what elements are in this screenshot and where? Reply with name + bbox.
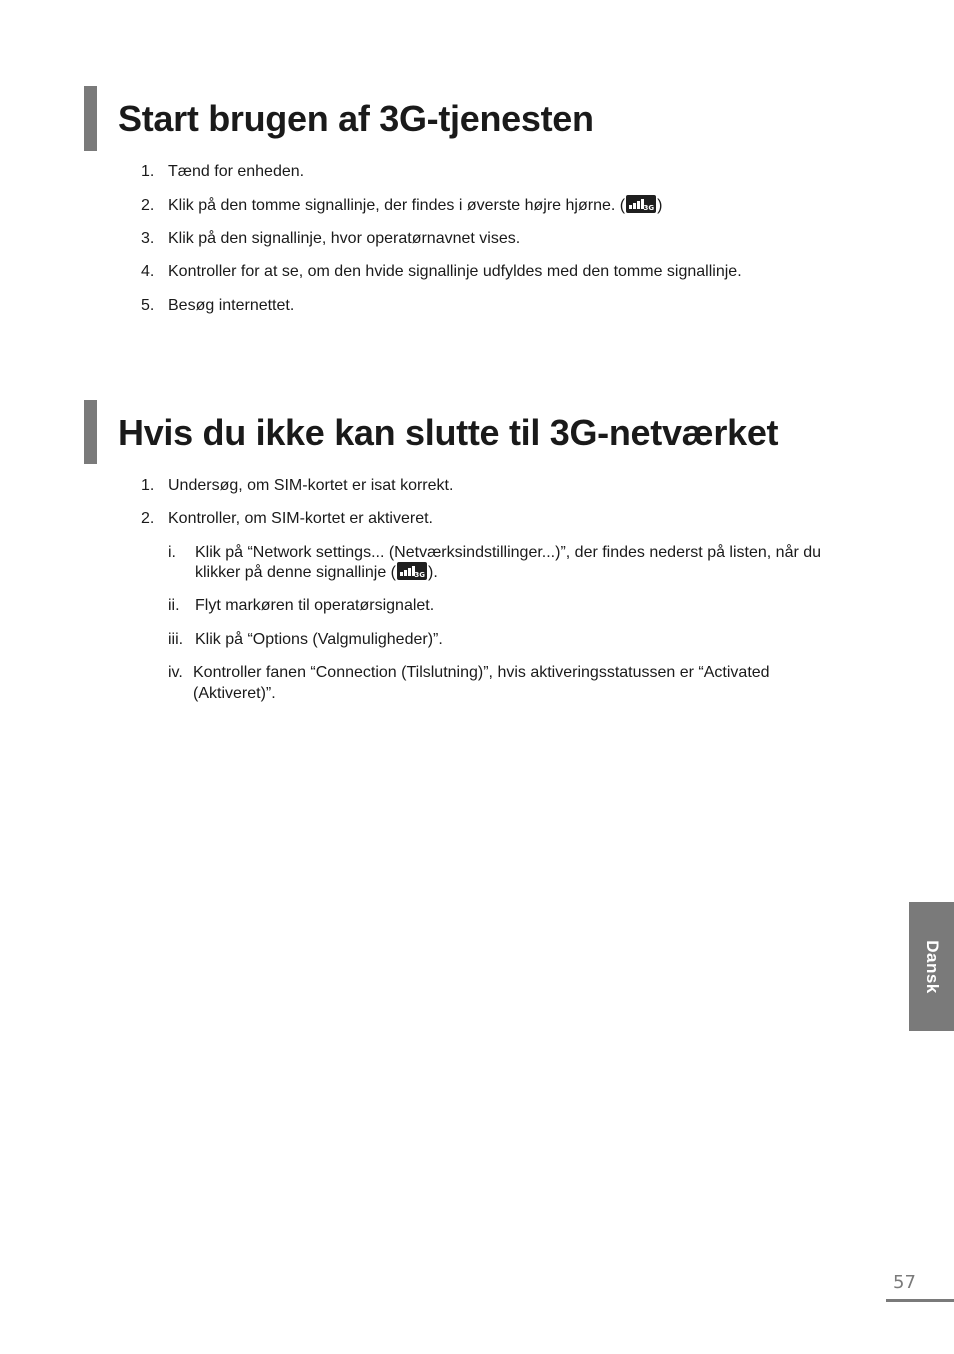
sub-list-item: iv. Kontroller fanen “Connection (Tilslutning)”, hvis aktiveringsstatussen er “Activated (Aktiveret)”. <box>168 664 770 702</box>
page-number: 57 <box>893 1272 916 1293</box>
section-heading-start: Start brugen af 3G-tjenesten <box>118 98 594 139</box>
sub-list-item: i. Klik på “Network settings... (Netværksindstillinger...)”, der findes nederst på listen, når du klikker på denne signallinje ( 3G ). <box>168 544 822 581</box>
3g-signal-icon: 3G <box>397 562 427 580</box>
3g-signal-icon: 3G <box>626 195 656 213</box>
language-tab-label: Dansk <box>922 939 942 994</box>
language-tab <box>909 902 954 1031</box>
page-number-underline <box>886 1299 954 1302</box>
section-heading-troubleshoot: Hvis du ikke kan slutte til 3G-netværket <box>118 412 779 453</box>
section-marker-bar <box>84 400 97 464</box>
section-marker-bar <box>84 86 97 151</box>
